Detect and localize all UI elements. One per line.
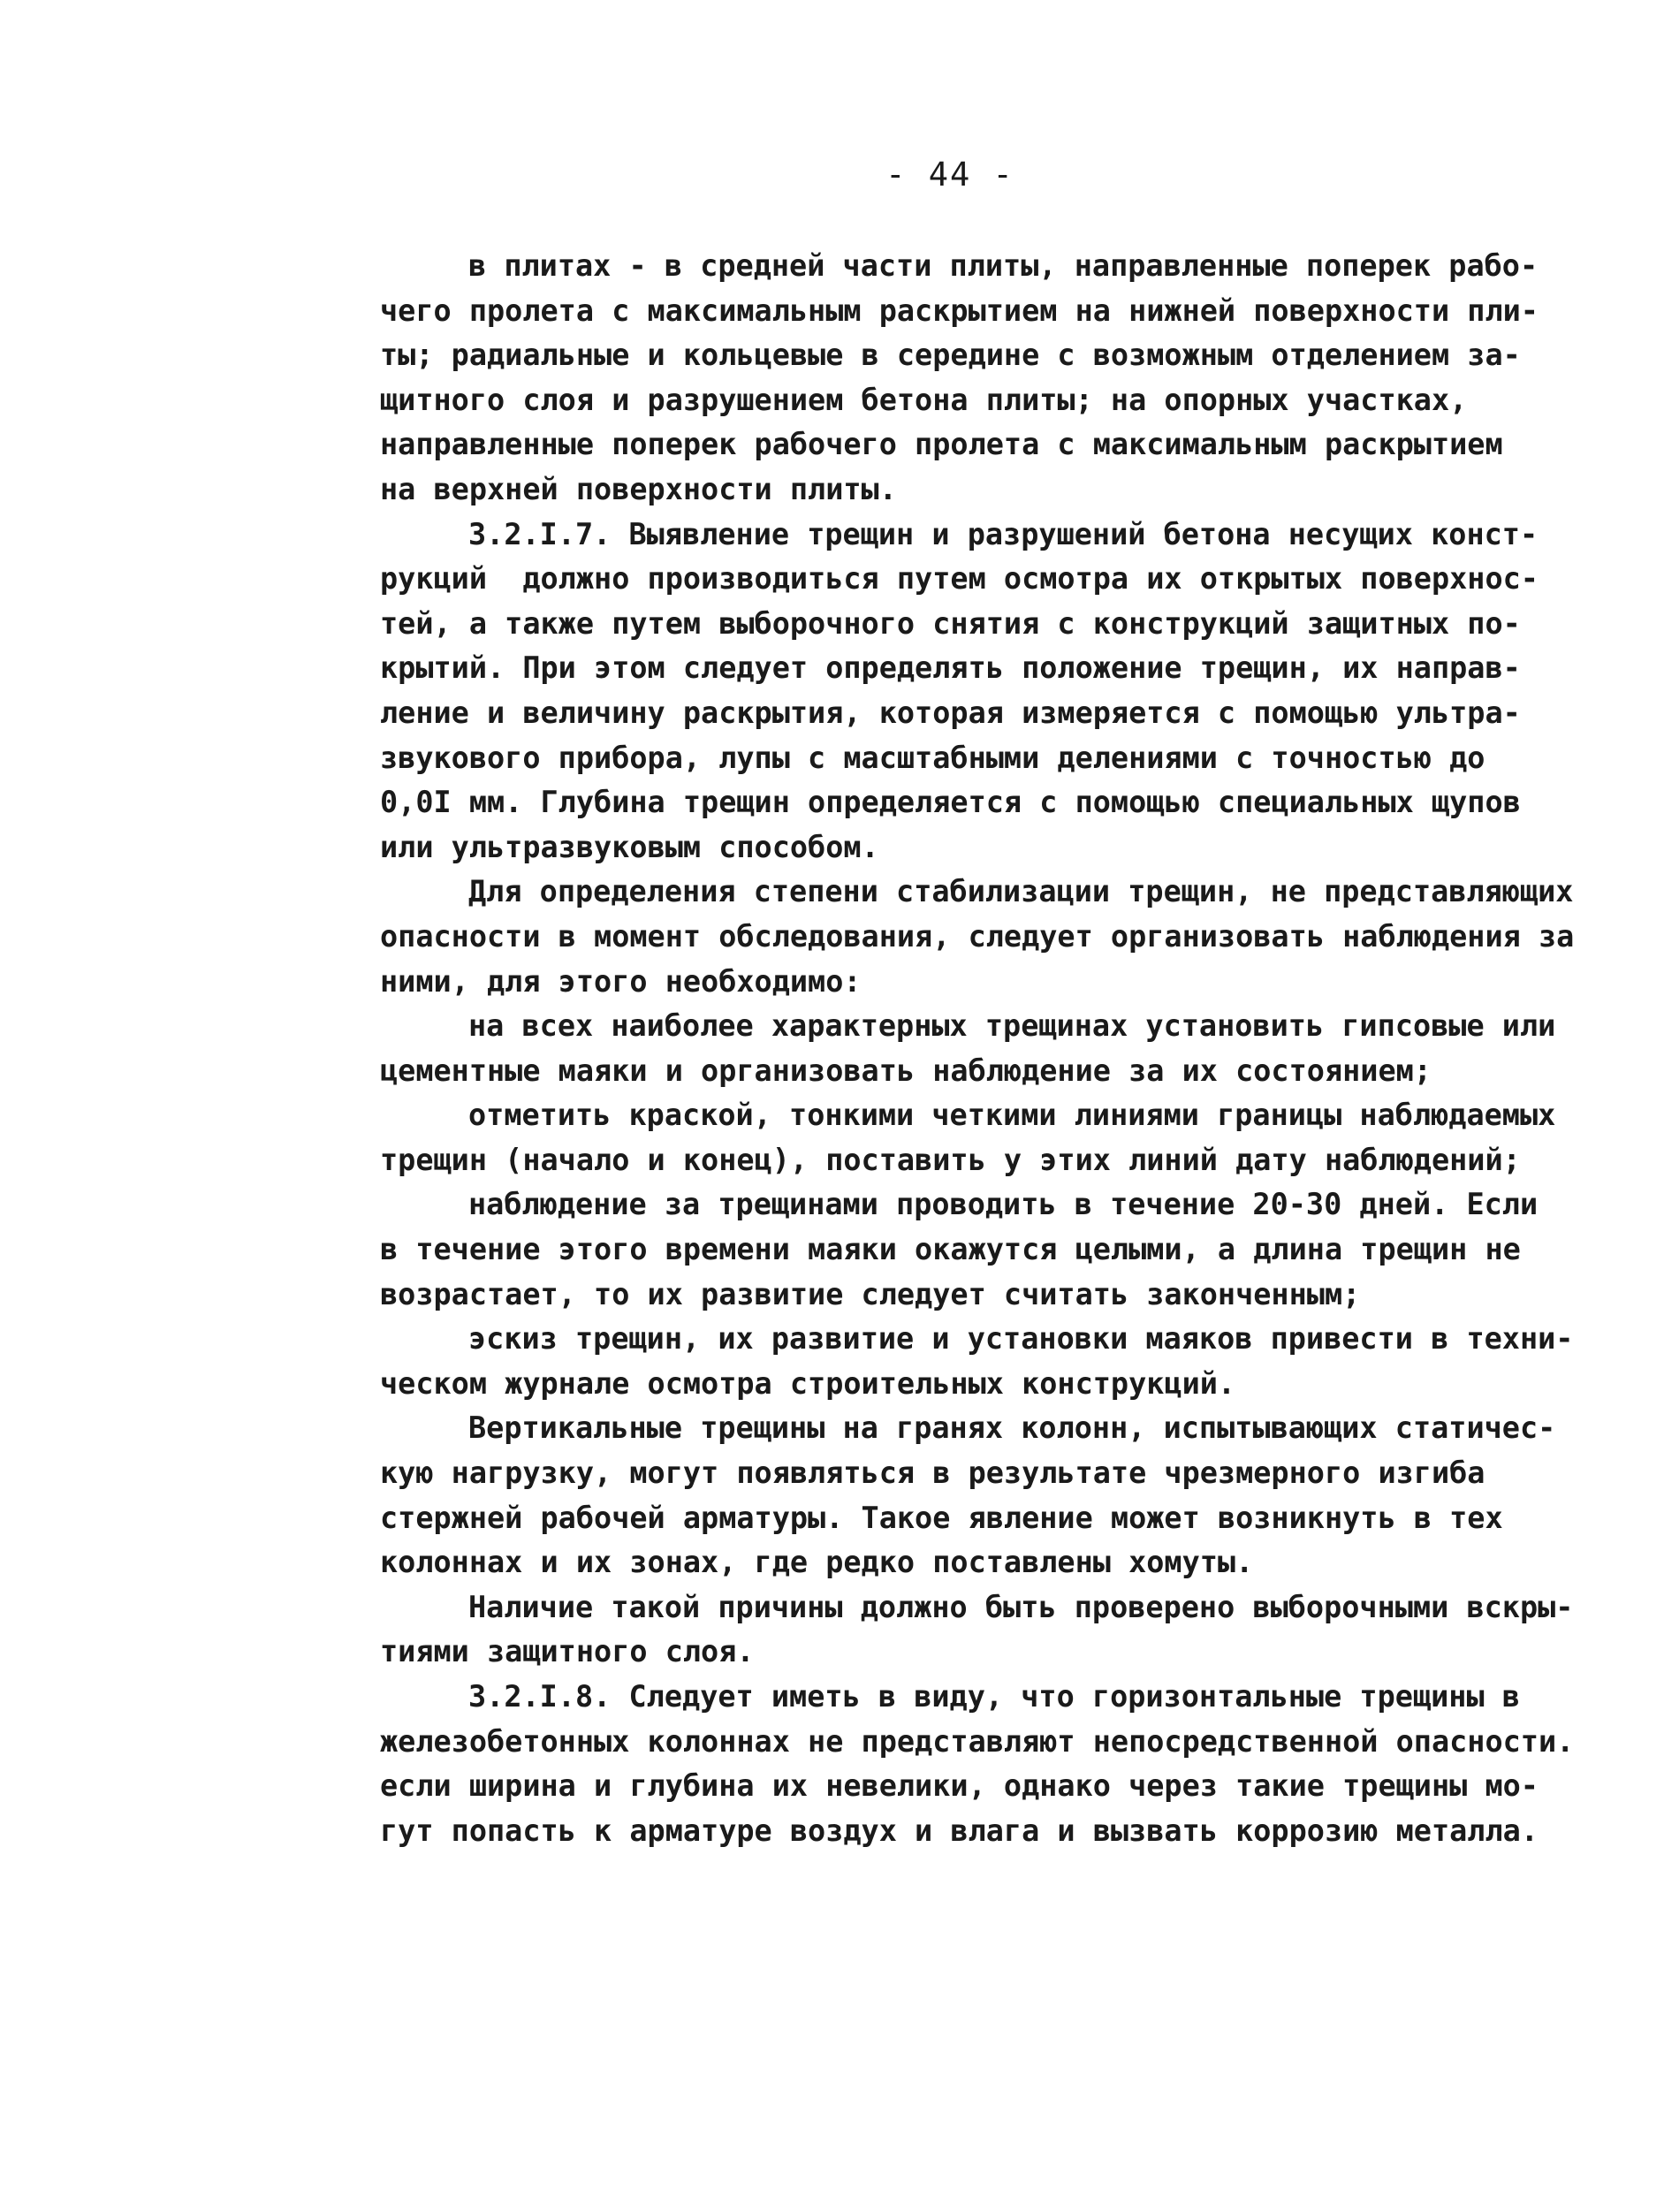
- text-line: в плитах - в средней части плиты, направленные поперек рабо-: [468, 248, 1539, 283]
- text-line: Вертикальные трещины на гранях колонн, испытывающих статичес-: [468, 1410, 1556, 1446]
- text-line: отметить краской, тонкими четкими линиями границы наблюдаемых: [468, 1098, 1556, 1133]
- text-line: трещин (начало и конец), поставить у этих линий дату наблюдений;: [380, 1142, 1521, 1177]
- text-body: [380, 244, 1608, 1853]
- text-line: тей, а также путем выборочного снятия с конструкций защитных по-: [380, 605, 1521, 641]
- text-line: крытий. При этом следует определять положение трещин, их направ-: [380, 650, 1521, 686]
- text-line: 0,0I мм. Глубина трещин определяется с помощью специальных щупов: [380, 785, 1521, 820]
- text-line: гут попасть к арматуре воздух и влага и вызвать коррозию металла.: [380, 1813, 1539, 1848]
- text-line: железобетонных колоннах не представляют непосредственной опасности.: [380, 1723, 1575, 1759]
- text-line: цементные маяки и организовать наблюдение за их состоянием;: [380, 1053, 1432, 1088]
- text-line: Наличие такой причины должно быть проверено выборочными вскры-: [468, 1589, 1574, 1624]
- text-line: ними, для этого необходимо:: [380, 963, 862, 999]
- text-line: звукового прибора, лупы с масштабными делениями с точностью до: [380, 740, 1485, 775]
- text-line: в течение этого времени маяки окажутся целыми, а длина трещин не: [380, 1232, 1521, 1267]
- text-line: Для определения степени стабилизации трещин, не представляющих: [468, 874, 1574, 909]
- text-line: опасности в момент обследования, следует организовать наблюдения за: [380, 918, 1575, 954]
- text-line: наблюдение за трещинами проводить в течение 20-30 дней. Если: [468, 1187, 1539, 1222]
- text-line: ты; радиальные и кольцевые в середине с возможным отделением за-: [380, 338, 1521, 373]
- text-line: на всех наиболее характерных трещинах установить гипсовые или: [468, 1008, 1556, 1044]
- text-line: или ультразвуковым способом.: [380, 829, 879, 864]
- text-line: если ширина и глубина их невелики, однако через такие трещины мо-: [380, 1768, 1539, 1804]
- text-line: возрастает, то их развитие следует считать законченным;: [380, 1276, 1361, 1311]
- text-line: колоннах и их зонах, где редко поставлены хомуты.: [380, 1545, 1254, 1580]
- text-line: ческом журнале осмотра строительных конструкций.: [380, 1365, 1236, 1401]
- text-line: тиями защитного слоя.: [380, 1634, 755, 1669]
- text-line: ление и величину раскрытия, которая измеряется с помощью ультра-: [380, 695, 1521, 730]
- text-line: эскиз трещин, их развитие и установки маяков привести в техни-: [468, 1321, 1574, 1357]
- text-line: щитного слоя и разрушением бетона плиты; на опорных участках,: [380, 382, 1468, 417]
- text-line: на верхней поверхности плиты.: [380, 471, 897, 506]
- text-line: 3.2.I.8. Следует иметь в виду, что горизонтальные трещины в: [468, 1679, 1520, 1714]
- page-number: - 44 -: [885, 156, 1014, 194]
- text-line: чего пролета с максимальным раскрытием на нижней поверхности пли-: [380, 293, 1539, 328]
- text-line: кую нагрузку, могут появляться в результате чрезмерного изгиба: [380, 1456, 1485, 1491]
- text-line: стержней рабочей арматуры. Такое явление может возникнуть в тех: [380, 1500, 1503, 1535]
- text-line: рукций должно производиться путем осмотра их открытых поверхнос-: [380, 561, 1539, 597]
- text-line: направленные поперек рабочего пролета с максимальным раскрытием: [380, 427, 1503, 462]
- text-line: 3.2.I.7. Выявление трещин и разрушений бетона несущих конст-: [468, 516, 1539, 551]
